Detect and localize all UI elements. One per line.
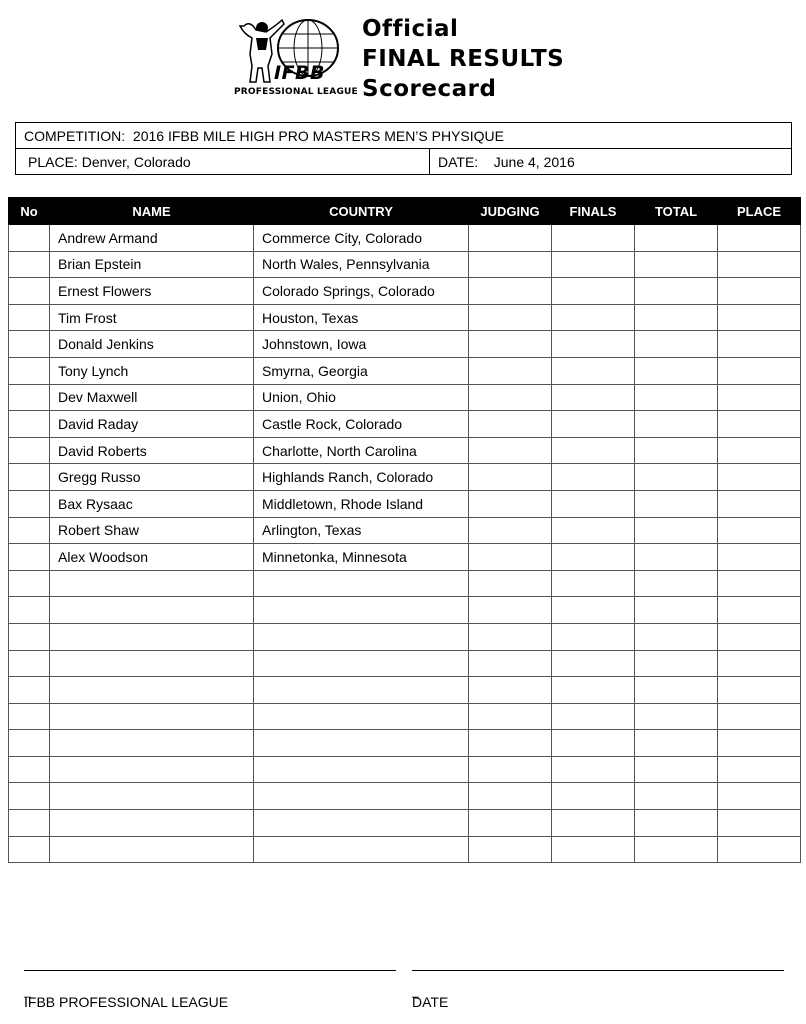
table-row: [9, 517, 801, 544]
cell-judging: [469, 517, 552, 544]
cell-no: [9, 331, 50, 358]
cell-finals: [552, 464, 635, 491]
cell-name: [50, 756, 254, 783]
competition-value: 2016 IFBB MILE HIGH PRO MASTERS MEN’S PHYSIQUE: [132, 128, 504, 144]
table-row: [9, 251, 801, 278]
cell-total: [635, 251, 718, 278]
cell-no: [9, 810, 50, 837]
cell-finals: [552, 756, 635, 783]
cell-country: Minnetonka, Minnesota: [254, 544, 469, 571]
cell-judging: [469, 357, 552, 384]
table-row: [9, 597, 801, 624]
cell-name: [50, 570, 254, 597]
cell-finals: [552, 490, 635, 517]
cell-total: [635, 411, 718, 438]
cell-no: [9, 703, 50, 730]
cell-no: [9, 464, 50, 491]
cell-no: [9, 490, 50, 517]
cell-judging: [469, 304, 552, 331]
signature-label-date: DATE: [412, 994, 449, 1010]
cell-judging: [469, 623, 552, 650]
cell-total: [635, 650, 718, 677]
cell-judging: [469, 331, 552, 358]
cell-total: [635, 304, 718, 331]
header-country: COUNTRY: [254, 198, 469, 225]
date-label: DATE:: [438, 154, 479, 170]
ifbb-logo: [230, 14, 358, 102]
cell-country: Arlington, Texas: [254, 517, 469, 544]
cell-place: [718, 384, 801, 411]
cell-judging: [469, 597, 552, 624]
cell-total: [635, 836, 718, 863]
cell-total: [635, 623, 718, 650]
cell-place: [718, 225, 801, 252]
cell-judging: [469, 677, 552, 704]
cell-judging: [469, 703, 552, 730]
cell-judging: [469, 278, 552, 305]
table-row: [9, 411, 801, 438]
table-row: [9, 703, 801, 730]
place-label: PLACE:: [28, 154, 78, 170]
cell-place: [718, 756, 801, 783]
title-line-1: Official: [362, 16, 459, 42]
cell-judging: [469, 756, 552, 783]
header-finals: FINALS: [552, 198, 635, 225]
cell-no: [9, 730, 50, 757]
cell-finals: [552, 225, 635, 252]
cell-finals: [552, 411, 635, 438]
cell-no: [9, 278, 50, 305]
cell-place: [718, 411, 801, 438]
place-cell: [16, 149, 430, 175]
competition-label: COMPETITION:: [24, 128, 126, 144]
cell-total: [635, 437, 718, 464]
cell-finals: [552, 623, 635, 650]
header-place: PLACE: [718, 198, 801, 225]
table-row: [9, 357, 801, 384]
cell-finals: [552, 517, 635, 544]
cell-judging: [469, 570, 552, 597]
cell-name: Andrew Armand: [50, 225, 254, 252]
cell-place: [718, 597, 801, 624]
cell-country: Commerce City, Colorado: [254, 225, 469, 252]
cell-name: Tony Lynch: [50, 357, 254, 384]
cell-country: [254, 783, 469, 810]
logo-subtext: PROFESSIONAL LEAGUE: [234, 87, 358, 97]
cell-finals: [552, 597, 635, 624]
cell-country: Smyrna, Georgia: [254, 357, 469, 384]
cell-name: [50, 730, 254, 757]
cell-no: [9, 304, 50, 331]
cell-country: Highlands Ranch, Colorado: [254, 464, 469, 491]
cell-country: Houston, Texas: [254, 304, 469, 331]
cell-finals: [552, 783, 635, 810]
table-row: [9, 783, 801, 810]
header-total: TOTAL: [635, 198, 718, 225]
cell-name: Tim Frost: [50, 304, 254, 331]
cell-country: [254, 730, 469, 757]
cell-total: [635, 810, 718, 837]
date-value: June 4, 2016: [493, 154, 575, 170]
cell-no: [9, 544, 50, 571]
cell-total: [635, 570, 718, 597]
cell-place: [718, 703, 801, 730]
table-row: [9, 623, 801, 650]
cell-country: [254, 810, 469, 837]
table-row: [9, 331, 801, 358]
cell-place: [718, 730, 801, 757]
cell-judging: [469, 783, 552, 810]
cell-no: [9, 570, 50, 597]
cell-country: [254, 756, 469, 783]
cell-name: Robert Shaw: [50, 517, 254, 544]
competition-row: [16, 123, 791, 149]
cell-place: [718, 783, 801, 810]
cell-no: [9, 357, 50, 384]
cell-total: [635, 331, 718, 358]
header-name: NAME: [50, 198, 254, 225]
cell-judging: [469, 836, 552, 863]
cell-no: [9, 677, 50, 704]
cell-place: [718, 331, 801, 358]
cell-total: [635, 517, 718, 544]
cell-country: [254, 570, 469, 597]
page-title: [362, 14, 564, 104]
cell-no: [9, 384, 50, 411]
cell-country: Castle Rock, Colorado: [254, 411, 469, 438]
cell-finals: [552, 836, 635, 863]
cell-country: [254, 677, 469, 704]
cell-no: [9, 756, 50, 783]
cell-name: Bax Rysaac: [50, 490, 254, 517]
cell-country: [254, 703, 469, 730]
cell-place: [718, 836, 801, 863]
table-row: [9, 730, 801, 757]
cell-place: [718, 544, 801, 571]
cell-finals: [552, 810, 635, 837]
cell-no: [9, 836, 50, 863]
cell-judging: [469, 384, 552, 411]
cell-place: [718, 677, 801, 704]
cell-finals: [552, 730, 635, 757]
logo-text: IFBB: [274, 62, 326, 84]
cell-country: [254, 836, 469, 863]
cell-place: [718, 251, 801, 278]
signature-line-date: [412, 970, 784, 971]
cell-place: [718, 623, 801, 650]
table-row: [9, 650, 801, 677]
cell-finals: [552, 544, 635, 571]
cell-name: Ernest Flowers: [50, 278, 254, 305]
cell-name: [50, 650, 254, 677]
title-line-3: Scorecard: [362, 76, 497, 102]
cell-name: David Roberts: [50, 437, 254, 464]
cell-finals: [552, 278, 635, 305]
cell-name: [50, 783, 254, 810]
cell-judging: [469, 490, 552, 517]
cell-no: [9, 783, 50, 810]
cell-no: [9, 650, 50, 677]
cell-name: [50, 623, 254, 650]
cell-finals: [552, 703, 635, 730]
cell-total: [635, 278, 718, 305]
cell-country: [254, 623, 469, 650]
table-row: [9, 570, 801, 597]
cell-finals: [552, 570, 635, 597]
table-row: [9, 810, 801, 837]
cell-place: [718, 278, 801, 305]
cell-total: [635, 384, 718, 411]
competition-info-box: [15, 122, 792, 175]
table-row: [9, 384, 801, 411]
cell-name: [50, 597, 254, 624]
cell-country: Johnstown, Iowa: [254, 331, 469, 358]
cell-no: [9, 597, 50, 624]
cell-place: [718, 490, 801, 517]
cell-country: Middletown, Rhode Island: [254, 490, 469, 517]
cell-finals: [552, 331, 635, 358]
cell-no: [9, 251, 50, 278]
cell-total: [635, 703, 718, 730]
header-no: No: [9, 198, 50, 225]
results-table: [8, 197, 801, 863]
cell-total: [635, 464, 718, 491]
cell-total: [635, 225, 718, 252]
cell-name: [50, 703, 254, 730]
cell-total: [635, 730, 718, 757]
cell-place: [718, 650, 801, 677]
table-row: [9, 756, 801, 783]
table-row: [9, 544, 801, 571]
table-row: [9, 836, 801, 863]
cell-no: [9, 437, 50, 464]
header-judging: JUDGING: [469, 198, 552, 225]
cell-total: [635, 544, 718, 571]
cell-finals: [552, 650, 635, 677]
cell-total: [635, 677, 718, 704]
table-row: [9, 464, 801, 491]
cell-judging: [469, 251, 552, 278]
date-cell: [430, 149, 800, 175]
cell-judging: [469, 437, 552, 464]
cell-place: [718, 464, 801, 491]
cell-country: North Wales, Pennsylvania: [254, 251, 469, 278]
signature-dash-right: _: [412, 984, 419, 998]
signature-line-league: [24, 970, 396, 971]
table-row: [9, 437, 801, 464]
cell-total: [635, 756, 718, 783]
cell-country: [254, 597, 469, 624]
cell-country: Charlotte, North Carolina: [254, 437, 469, 464]
cell-name: Brian Epstein: [50, 251, 254, 278]
cell-no: [9, 517, 50, 544]
cell-name: Dev Maxwell: [50, 384, 254, 411]
table-row: [9, 677, 801, 704]
cell-total: [635, 490, 718, 517]
cell-finals: [552, 384, 635, 411]
cell-finals: [552, 304, 635, 331]
cell-place: [718, 570, 801, 597]
cell-total: [635, 597, 718, 624]
cell-name: [50, 810, 254, 837]
cell-judging: [469, 225, 552, 252]
signature-dash-left: _: [24, 984, 31, 998]
cell-finals: [552, 357, 635, 384]
cell-judging: [469, 810, 552, 837]
cell-place: [718, 357, 801, 384]
cell-country: Union, Ohio: [254, 384, 469, 411]
cell-country: Colorado Springs, Colorado: [254, 278, 469, 305]
cell-name: [50, 677, 254, 704]
cell-place: [718, 810, 801, 837]
cell-total: [635, 357, 718, 384]
cell-name: David Raday: [50, 411, 254, 438]
cell-judging: [469, 464, 552, 491]
table-body: [9, 225, 801, 863]
cell-no: [9, 623, 50, 650]
table-row: [9, 278, 801, 305]
title-line-2: FINAL RESULTS: [362, 46, 565, 72]
cell-name: Alex Woodson: [50, 544, 254, 571]
cell-country: [254, 650, 469, 677]
place-value: Denver, Colorado: [81, 154, 191, 170]
table-header-row: [9, 198, 801, 225]
signature-label-league: IFBB PROFESSIONAL LEAGUE: [24, 994, 229, 1010]
cell-no: [9, 225, 50, 252]
cell-name: Donald Jenkins: [50, 331, 254, 358]
table-row: [9, 225, 801, 252]
table-row: [9, 490, 801, 517]
cell-total: [635, 783, 718, 810]
cell-judging: [469, 544, 552, 571]
cell-finals: [552, 251, 635, 278]
table-row: [9, 304, 801, 331]
cell-judging: [469, 411, 552, 438]
cell-place: [718, 517, 801, 544]
cell-finals: [552, 437, 635, 464]
cell-judging: [469, 730, 552, 757]
cell-place: [718, 437, 801, 464]
cell-name: Gregg Russo: [50, 464, 254, 491]
cell-judging: [469, 650, 552, 677]
cell-finals: [552, 677, 635, 704]
cell-no: [9, 411, 50, 438]
cell-place: [718, 304, 801, 331]
cell-name: [50, 836, 254, 863]
